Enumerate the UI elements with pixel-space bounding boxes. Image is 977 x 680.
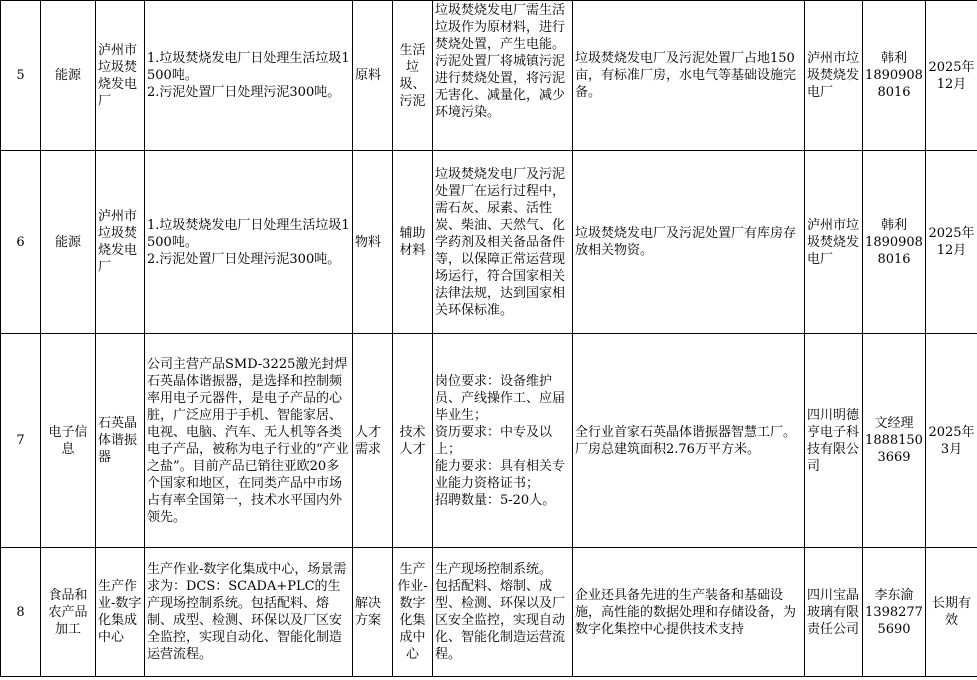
time-cell: 长期有效 xyxy=(926,548,977,677)
conditions-cell: 垃圾焚烧发电厂及污泥处置厂占地150亩，有标准厂房，水电气等基础设施完备。 xyxy=(573,1,805,151)
item-cell: 技术人才 xyxy=(393,334,433,548)
company-short-cell: 生产作业-数字化集成中心 xyxy=(96,548,145,677)
unit-cell: 泸州市垃圾焚烧发电厂 xyxy=(805,151,863,334)
unit-cell: 四川明德亨电子科技有限公司 xyxy=(805,334,863,548)
conditions-cell: 企业还具备先进的生产装备和基础设施，高性能的数据处理和存储设备，为数字化集控中心提供技术支持 xyxy=(573,548,805,677)
row-number: 8 xyxy=(1,548,41,677)
table-row xyxy=(1,334,977,548)
company-short-cell: 泸州市垃圾焚烧发电厂 xyxy=(96,1,145,151)
category-cell: 解决方案 xyxy=(353,548,393,677)
contact-cell: 韩利 18909088016 xyxy=(863,1,926,151)
contact-cell: 韩利 18909088016 xyxy=(863,151,926,334)
company-short-cell: 泸州市垃圾焚烧发电厂 xyxy=(96,151,145,334)
row-number: 5 xyxy=(1,1,41,151)
industry-cell: 电子信息 xyxy=(41,334,96,548)
conditions-cell: 全行业首家石英晶体谐振器智慧工厂。厂房总建筑面积2.76万平方米。 xyxy=(573,334,805,548)
category-cell: 原料 xyxy=(353,1,393,151)
contact-cell: 李东渝 13982775690 xyxy=(863,548,926,677)
demand-cell: 生产现场控制系统。 包括配料、熔制、成型、检测、环保以及厂区安全监控，实现自动化、智能化制造运营流程。 xyxy=(433,548,573,677)
time-cell: 2025年3月 xyxy=(926,334,977,548)
unit-cell: 四川宝晶玻璃有限责任公司 xyxy=(805,548,863,677)
industry-cell: 食品和农产品加工 xyxy=(41,548,96,677)
unit-cell: 泸州市垃圾焚烧发电厂 xyxy=(805,1,863,151)
description-cell: 公司主营产品SMD-3225激光封焊石英晶体谐振器，是选择和控制频率用电子元器件，是电子产品的心脏，广泛应用于手机、智能家居、电视、电脑、汽车、无人机等各类电子产品，被称为电子行业的“产业之盐”。目前产品已销往亚欧20多个国家和地区，在同类产品中市场占有率全国第一，技术水平国内外领先。 xyxy=(145,334,353,548)
conditions-cell: 垃圾焚烧发电厂及污泥处置厂有库房存放相关物资。 xyxy=(573,151,805,334)
row-number: 7 xyxy=(1,334,41,548)
category-cell: 人才需求 xyxy=(353,334,393,548)
demand-cell: 垃圾焚烧发电厂及污泥处置厂在运行过程中，需石灰、尿素、活性炭、柴油、天然气、化学药剂及相关备品备件等，以保障正常运营现场运行，符合国家相关法律法规，达到国家相关环保标准。 xyxy=(433,151,573,334)
description-cell: 生产作业-数字化集成中心，场景需求为：DCS：SCADA+PLC的生产现场控制系统。包括配料、熔制、成型、检测、环保以及厂区安全监控，实现自动化、智能化制造运营流程。 xyxy=(145,548,353,677)
row-number: 6 xyxy=(1,151,41,334)
company-short-cell: 石英晶体谐振器 xyxy=(96,334,145,548)
industry-cell: 能源 xyxy=(41,151,96,334)
table-row xyxy=(1,548,977,677)
time-cell: 2025年12月 xyxy=(926,1,977,151)
table-row xyxy=(1,151,977,334)
item-cell: 生产作业-数字化集成中心 xyxy=(393,548,433,677)
industry-cell: 能源 xyxy=(41,1,96,151)
table-row xyxy=(1,1,977,151)
description-cell: 1.垃圾焚烧发电厂日处理生活垃圾1500吨。 2.污泥处置厂日处理污泥300吨。 xyxy=(145,1,353,151)
contact-cell: 文经理 18881503669 xyxy=(863,334,926,548)
time-cell: 2025年12月 xyxy=(926,151,977,334)
item-cell: 辅助材料 xyxy=(393,151,433,334)
demand-cell: 垃圾焚烧发电厂需生活垃圾作为原材料，进行焚烧处置，产生电能。污泥处置厂将城镇污泥进行焚烧处置，将污泥无害化、减量化，减少环境污染。 xyxy=(433,1,573,151)
description-cell: 1.垃圾焚烧发电厂日处理生活垃圾1500吨。 2.污泥处置厂日处理污泥300吨。 xyxy=(145,151,353,334)
item-cell: 生活垃圾、污泥 xyxy=(393,1,433,151)
category-cell: 物料 xyxy=(353,151,393,334)
demand-cell: 岗位要求：设备维护员、产线操作工、应届毕业生； 资历要求：中专及以上； 能力要求：具有相关专业能力资格证书； 招聘数量：5-20人。 xyxy=(433,334,573,548)
